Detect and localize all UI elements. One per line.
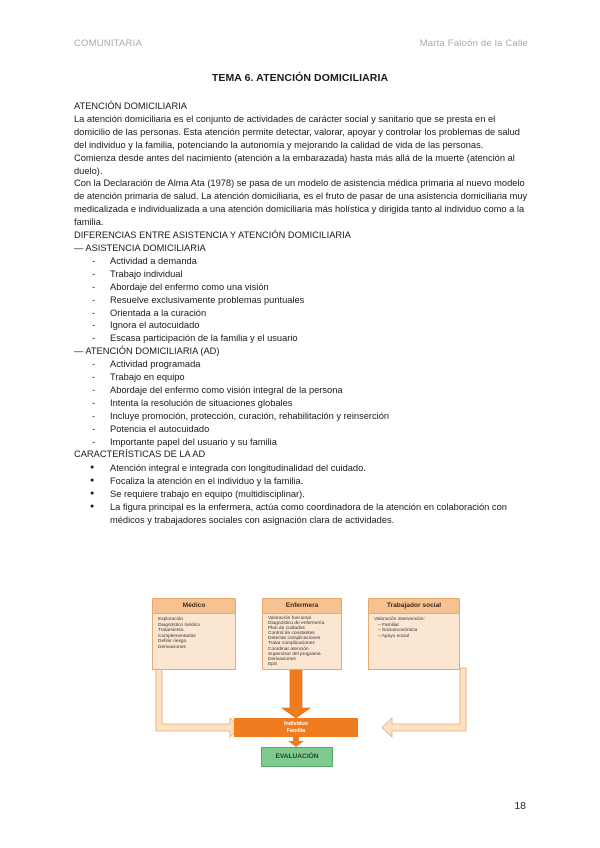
individuo-familia-bar	[234, 718, 358, 737]
atencion-list	[74, 358, 530, 448]
enfermera-item: Diagnóstico de enfermería	[268, 621, 325, 627]
intro-heading: ATENCIÓN DOMICILIARIA	[74, 101, 187, 111]
center-line-1: Individuo	[284, 721, 308, 727]
trabajador-intro: Valoración intervención:	[374, 617, 425, 622]
enfermera-item: Detectar complicaciones	[268, 636, 321, 642]
enfermera-title: Enfermera	[263, 599, 341, 614]
medico-item: Exploración	[158, 617, 184, 622]
intro-paragraph: Con la Declaración de Alma Ata (1978) se pasa de un modelo de asistencia médica primaria al nuevo modelo de atención primaria de salud. La atención domiciliaria, es el fruto de pasar de una asistencia domiciliaria muy medicalizada e individualizada a una atención domiciliaria más holística y dirigida tanto al individuo como a la familia.	[74, 178, 528, 228]
list-item: - Abordaje del enfermo como visión integral de la persona	[74, 384, 530, 397]
arrow-evaluacion	[288, 737, 304, 747]
header-left: COMUNITARIA	[74, 38, 142, 49]
list-item: ● Focaliza la atención en el individuo y la familia.	[74, 475, 530, 488]
enfermera-item: Control de constantes	[268, 631, 315, 637]
intro-paragraph: Comienza desde antes del nacimiento (atención a la embarazada) hasta más allá de la muerte (atención al duelo).	[74, 152, 515, 176]
medico-item: Complementarias	[158, 633, 196, 639]
enfermera-item: EpS	[268, 661, 278, 667]
list-item: - Importante papel del usuario y su familia	[74, 436, 530, 449]
list-item: - Abordaje del enfermo como una visión	[74, 281, 530, 294]
intro-paragraph: La atención domiciliaria es el conjunto de actividades de carácter social y sanitario que se presta en el domicilio de las personas. Esta atención permite detectar, valorar, apoyar y controlar los problemas de salud del individuo y la familia, potenciando la autonomía y mejorando la calidad de vida de las personas.	[74, 113, 520, 150]
care-team-diagram	[152, 598, 470, 770]
enfermera-item: Derivaciones	[268, 656, 296, 662]
medico-title: Médico	[153, 599, 235, 614]
page-title: TEMA 6. ATENCIÓN DOMICILIARIA	[211, 72, 389, 84]
enfermera-item: Supervisor del programa	[268, 651, 321, 657]
characteristics-list	[74, 462, 530, 527]
list-item: - Orientada a la curación	[74, 307, 530, 320]
arrow-trabajador	[382, 668, 466, 737]
list-item: - Actividad a demanda	[74, 255, 530, 268]
medico-box	[152, 598, 236, 670]
arrow-enfermera	[282, 668, 310, 718]
document-body	[74, 100, 530, 527]
trabajador-box	[368, 598, 460, 670]
list-item: - Ignora el autocuidado	[74, 319, 530, 332]
list-item: - Actividad programada	[74, 358, 530, 371]
center-line-2: Familia	[286, 727, 306, 734]
medico-item: Definir riesgo	[158, 639, 187, 645]
enfermera-box	[262, 598, 342, 670]
list-item: - Intenta la resolución de situaciones globales	[74, 397, 530, 410]
differences-heading: DIFERENCIAS ENTRE ASISTENCIA Y ATENCIÓN DOMICILIARIA	[74, 230, 351, 241]
enfermera-item: Tratar complicaciones	[268, 641, 315, 647]
list-item: - Potencia el autocuidado	[74, 423, 530, 436]
atencion-heading: — ATENCIÓN DOMICILIARIA (AD)	[74, 346, 220, 357]
characteristics-heading: CARACTERÍSTICAS DE LA AD	[74, 449, 206, 460]
list-item: - Escasa participación de la familia y el usuario	[74, 332, 530, 345]
list-item: ● Atención integral e integrada con longitudinalidad del cuidado.	[74, 462, 530, 475]
medico-item: Tratamiento	[158, 628, 184, 634]
enfermera-item: Coordinar atención	[268, 646, 309, 652]
medico-item: Diagnóstico médico	[158, 622, 200, 628]
trabajador-item: – Familiar	[378, 622, 400, 628]
list-item: - Trabajo en equipo	[74, 371, 530, 384]
enfermera-item: Plan de cuidados	[268, 626, 305, 632]
list-item: ● La figura principal es la enfermera, actúa como coordinadora de la atención en colaboración con médicos y trabajadores sociales con asignación clara de actividades.	[74, 501, 530, 527]
trabajador-item: – Apoyo social	[378, 633, 409, 639]
page-number: 18	[514, 800, 526, 812]
trabajador-item: – Socioeconómica	[378, 628, 418, 634]
asistencia-list	[74, 255, 530, 345]
trabajador-title: Trabajador social	[369, 599, 459, 614]
list-item: - Incluye promoción, protección, curación, rehabilitación y reinserción	[74, 410, 530, 423]
list-item: - Resuelve exclusivamente problemas puntuales	[74, 294, 530, 307]
header-right: Marta Faloón de la Calle	[419, 38, 528, 49]
asistencia-heading: — ASISTENCIA DOMICILIARIA	[74, 242, 206, 253]
arrow-medico	[156, 668, 240, 737]
list-item: ● Se requiere trabajo en equipo (multidisciplinar).	[74, 488, 530, 501]
evaluation-box: EVALUACIÓN	[261, 747, 333, 767]
enfermera-item: Valoración funcional	[268, 616, 311, 621]
medico-item: Derivaciones	[158, 644, 186, 650]
list-item: - Trabajo individual	[74, 268, 530, 281]
